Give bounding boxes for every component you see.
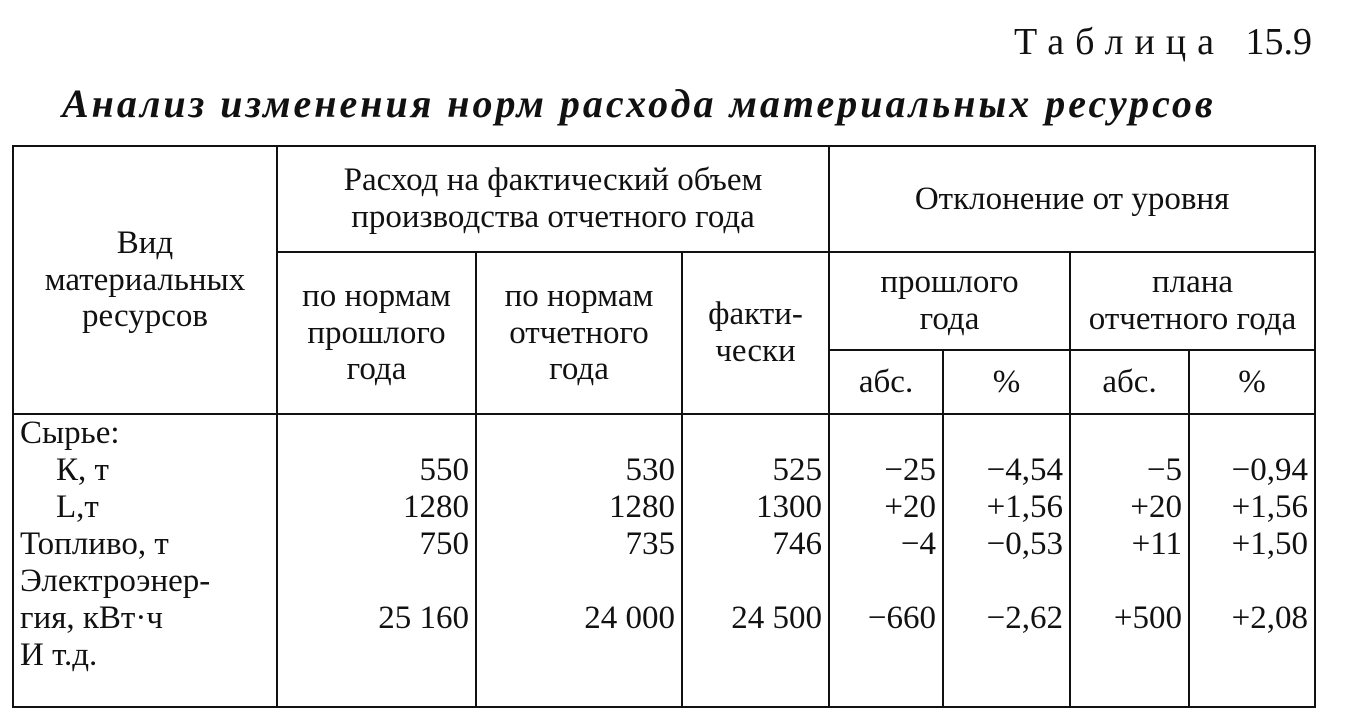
cell-value: +20 bbox=[1130, 489, 1183, 525]
prev-pct-column bbox=[943, 414, 1070, 707]
cell-value: +1,56 bbox=[986, 489, 1064, 525]
header-line: года bbox=[919, 301, 980, 337]
cell-value: +500 bbox=[1113, 600, 1183, 636]
cell-value: 25 160 bbox=[378, 600, 469, 636]
header-line: года bbox=[549, 351, 609, 388]
table-label-number: 15.9 bbox=[1245, 21, 1312, 63]
cell-value: 550 bbox=[419, 452, 469, 488]
header-deviation-group bbox=[829, 146, 1315, 252]
header-prev-abs: абс. bbox=[829, 350, 943, 414]
cell-value bbox=[836, 563, 936, 600]
header-prev-pct: % bbox=[943, 350, 1070, 414]
table-label-word: Таблица bbox=[1013, 21, 1225, 63]
header-line: прошлого bbox=[880, 264, 1019, 301]
resource-name: И т.д. bbox=[20, 637, 98, 673]
cell-value: +1,50 bbox=[1231, 526, 1309, 562]
cell-value bbox=[483, 415, 675, 452]
header-resource-type-line: Вид bbox=[116, 224, 174, 261]
cell-value bbox=[950, 415, 1063, 452]
cell-value: 525 bbox=[772, 452, 823, 488]
cell-value bbox=[950, 637, 1063, 674]
cell-value: 24 500 bbox=[731, 600, 823, 636]
cell-value: 1300 bbox=[756, 489, 823, 525]
cell-value bbox=[836, 415, 936, 452]
cell-value: 746 bbox=[772, 526, 823, 562]
header-line: отчетного bbox=[509, 314, 649, 351]
cell-value: −0,53 bbox=[986, 526, 1064, 562]
header-actual bbox=[682, 252, 829, 414]
cell-value: +20 bbox=[884, 489, 937, 525]
header-resource-type-line: ресурсов bbox=[82, 298, 208, 335]
plan-abs-column bbox=[1070, 414, 1189, 707]
cell-value bbox=[1077, 637, 1182, 674]
cell-value: +1,56 bbox=[1231, 489, 1309, 525]
header-consumption-group bbox=[277, 146, 829, 252]
cell-value: −5 bbox=[1146, 452, 1183, 488]
cell-value: −2,62 bbox=[986, 600, 1064, 636]
resource-norms-table bbox=[12, 145, 1316, 708]
header-plan-year bbox=[1070, 252, 1315, 350]
header-line: по нормам bbox=[302, 277, 451, 314]
cell-value: +2,08 bbox=[1231, 600, 1309, 636]
cell-value: 530 bbox=[625, 452, 675, 488]
cell-value bbox=[1196, 637, 1308, 674]
header-line: года bbox=[346, 351, 407, 388]
header-line: факти- bbox=[708, 296, 803, 333]
cell-value bbox=[1077, 563, 1182, 600]
cell-value bbox=[689, 637, 822, 674]
header-consumption-line: производства отчетного года bbox=[351, 199, 755, 235]
header-resource-type bbox=[13, 146, 277, 414]
header-line: отчетного года bbox=[1088, 301, 1297, 337]
resource-name: Топливо, т bbox=[20, 526, 169, 562]
header-prev-year bbox=[829, 252, 1070, 350]
table-label bbox=[1014, 20, 1312, 64]
cell-value bbox=[483, 563, 675, 600]
cell-value: +11 bbox=[1131, 526, 1183, 562]
header-resource-type-line: материальных bbox=[44, 261, 246, 298]
header-deviation-label: Отклонение от уровня bbox=[914, 180, 1230, 217]
cell-value: −660 bbox=[867, 600, 937, 636]
header-plan-abs: абс. bbox=[1070, 350, 1189, 414]
cell-value: −25 bbox=[884, 452, 937, 488]
plan-pct-column bbox=[1189, 414, 1315, 707]
by-norm-prev-column bbox=[277, 414, 476, 707]
cell-value: −4,54 bbox=[986, 452, 1064, 488]
cell-value: −4 bbox=[900, 526, 937, 562]
header-line: прошлого bbox=[307, 314, 446, 351]
cell-value: 1280 bbox=[403, 489, 469, 525]
cell-value: 735 bbox=[625, 526, 675, 562]
cell-value: 24 000 bbox=[584, 600, 675, 636]
prev-abs-column bbox=[829, 414, 943, 707]
cell-value: 750 bbox=[419, 526, 469, 562]
cell-value: −0,94 bbox=[1231, 452, 1309, 488]
cell-value bbox=[950, 563, 1063, 600]
cell-value bbox=[1196, 415, 1308, 452]
header-by-norm-curr bbox=[476, 252, 682, 414]
actual-column bbox=[682, 414, 829, 707]
resource-name: гия, кВт·ч bbox=[20, 600, 163, 636]
table-title: Анализ изменения норм расхода материальных ресурсов bbox=[62, 81, 1216, 126]
header-line: чески bbox=[715, 333, 796, 369]
cell-value bbox=[689, 563, 822, 600]
header-plan-pct: % bbox=[1189, 350, 1315, 414]
table-body-row bbox=[13, 414, 1315, 707]
resource-name: L,т bbox=[56, 489, 99, 525]
by-norm-curr-column bbox=[476, 414, 682, 707]
resource-name: Электроэнер- bbox=[20, 563, 211, 599]
cell-value bbox=[284, 415, 469, 452]
header-line: по нормам bbox=[504, 277, 654, 314]
cell-value bbox=[284, 563, 469, 600]
cell-value bbox=[836, 637, 936, 674]
cell-value bbox=[689, 415, 822, 452]
cell-value bbox=[1077, 415, 1182, 452]
cell-value bbox=[1196, 563, 1308, 600]
cell-value bbox=[483, 637, 675, 674]
resource-name: К, т bbox=[56, 452, 109, 488]
header-by-norm-prev bbox=[277, 252, 476, 414]
cell-value bbox=[284, 637, 469, 674]
header-consumption-line: Расход на фактический объем bbox=[343, 162, 763, 199]
resource-name: Сырье: bbox=[20, 415, 120, 451]
header-line: плана bbox=[1151, 264, 1234, 301]
cell-value: 1280 bbox=[609, 489, 675, 525]
resource-names-column bbox=[13, 414, 277, 707]
